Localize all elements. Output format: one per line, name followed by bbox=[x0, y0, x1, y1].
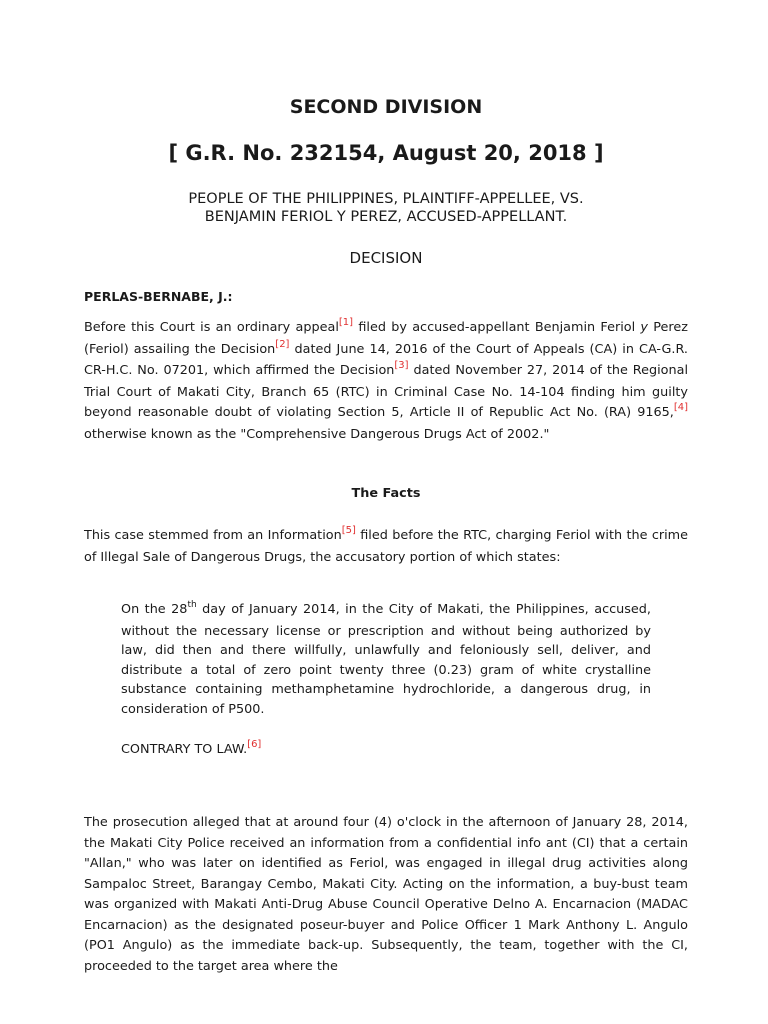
paragraph-prosecution: The prosecution alleged that at around four (4) o'clock in the afternoon of January 28, 2014, the Makati City Police received an information from a confidential info ant (CI) that a certain "Allan," who was later on identified as Feriol, was engaged in illegal drug activities along Sampaloc Street, Barangay Cembo, Makati City. Acting on the information, a buy-bust team was organized with Makati Anti-Drug Abuse Council Operative Delno A. Encarnacion (MADAC Encarnacion) as the designated poseur-buyer and Police Officer 1 Mark Anthony L. Angulo (PO1 Angulo) as the immediate back-up. Subsequently, the team, together with the CI, proceeded to the target area where the bbox=[84, 815, 688, 974]
quoted-accusation bbox=[121, 600, 651, 719]
footnote-link-5[interactable]: [5] bbox=[341, 525, 356, 536]
division-heading: SECOND DIVISION bbox=[289, 96, 483, 118]
footnote-link-2[interactable]: [2] bbox=[275, 338, 290, 350]
footnote-link-3[interactable]: [3] bbox=[394, 360, 409, 371]
paragraph-text: filed by accused-appellant Benjamin Feriol bbox=[353, 320, 641, 335]
paragraph-text: This case stemmed from an Information bbox=[84, 528, 342, 543]
quote-text: day of January 2014, in the City of Makati, the Philippines, accused, without the necessary license or prescription and without being authorized by law, did then and there willfully, unlawfully and feloniously sell, deliver, and distribute a total of zero point twenty three (0.23) gram of white crystalline substance containing methamphetamine hydrochloride, a dangerous drug, in consideration of P500. bbox=[121, 602, 651, 717]
paragraph-text-italic: y bbox=[640, 320, 648, 335]
ponente-label: PERLAS-BERNABE, J.: bbox=[84, 289, 233, 304]
paragraph-text: Before this Court is an ordinary appeal bbox=[84, 320, 339, 335]
quote-text: CONTRARY TO LAW. bbox=[121, 742, 248, 757]
paragraph-text: filed before the RTC, charging Feriol with the crime of Illegal Sale of Dangerous Drugs, the accusatory portion of which states: bbox=[84, 528, 689, 565]
case-parties bbox=[84, 190, 688, 226]
paragraph-information bbox=[84, 526, 688, 568]
quote-text: On the 28 bbox=[121, 602, 188, 617]
paragraph-text: dated November 27, 2014 of the Regional Trial Court of Makati City, Branch 65 (RTC) in Criminal Case No. 14-104 finding him guilty beyond reasonable doubt of violating Section 5, Article II of Republic Act No. (RA) 9165, bbox=[84, 363, 689, 420]
paragraph-intro bbox=[84, 318, 688, 445]
footnote-link-6[interactable]: [6] bbox=[247, 739, 262, 750]
ordinal-superscript: th bbox=[187, 600, 197, 610]
facts-heading: The Facts bbox=[351, 486, 421, 501]
parties-line-1: PEOPLE OF THE PHILIPPINES, PLAINTIFF-APPELLEE, VS. bbox=[188, 191, 584, 207]
parties-line-2: BENJAMIN FERIOL Y PEREZ, ACCUSED-APPELLANT. bbox=[204, 209, 568, 225]
footnote-link-1[interactable]: [1] bbox=[338, 317, 354, 328]
contrary-to-law bbox=[121, 740, 651, 761]
paragraph-text: dated June 14, 2016 of the Court of Appeals (CA) in CA-G.R. CR-H.C. No. 07201, which affirmed the Decision bbox=[84, 341, 688, 378]
case-number-heading: [ G.R. No. 232154, August 20, 2018 ] bbox=[168, 141, 604, 165]
decision-heading: DECISION bbox=[349, 249, 423, 267]
paragraph-text: Perez (Feriol) assailing the Decision bbox=[84, 320, 688, 357]
footnote-link-4[interactable]: [4] bbox=[673, 402, 688, 413]
paragraph-text: otherwise known as the "Comprehensive Dangerous Drugs Act of 2002." bbox=[84, 426, 550, 442]
